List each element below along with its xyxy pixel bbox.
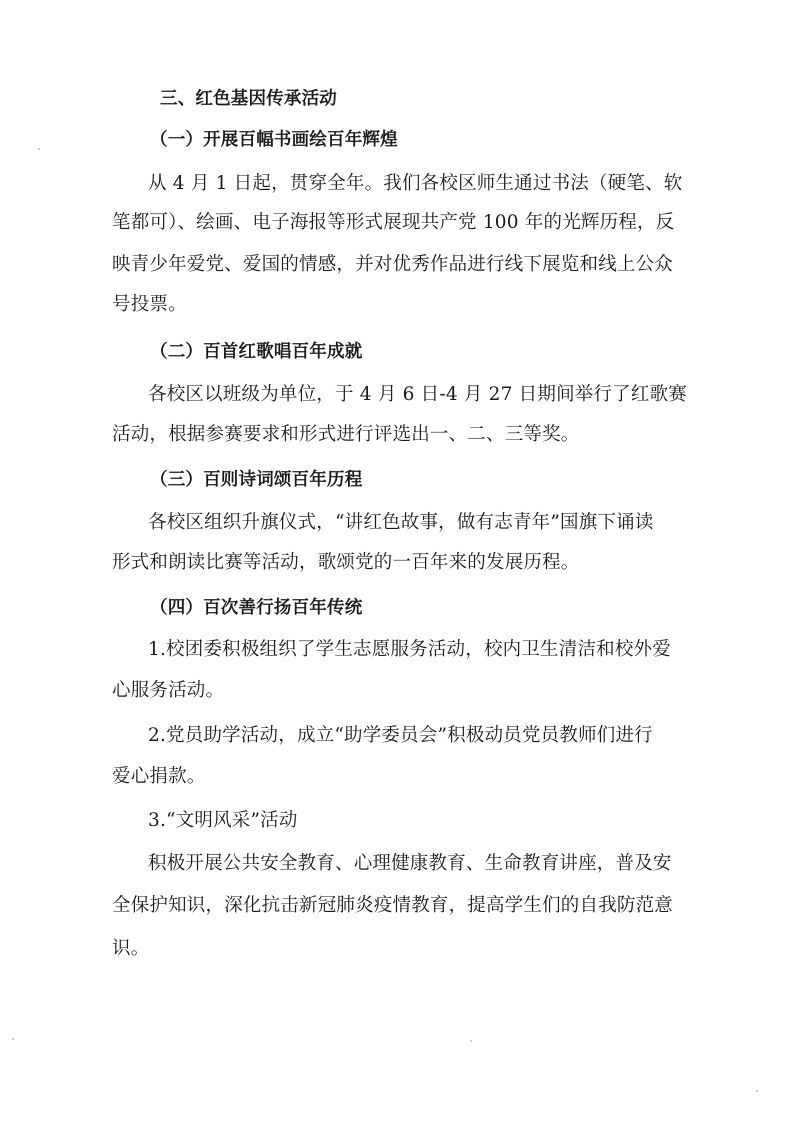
list-item-line: 爱心捐款。 [112, 766, 206, 787]
list-item-line: 2.党员助学活动，成立“助学委员会”积极动员党员教师们进行 [148, 725, 653, 746]
section-heading: 三、红色基因传承活动 [160, 89, 337, 109]
scan-speck [38, 148, 40, 150]
paragraph-line: 各校区组织升旗仪式，“讲红色故事，做有志青年”国旗下诵读 [148, 512, 654, 533]
paragraph-line: 形式和朗读比赛等活动，歌颂党的一百年来的发展历程。 [112, 552, 580, 573]
list-item-title: 3.“文明风采”活动 [148, 810, 298, 831]
paragraph-line: 全保护知识，深化抗击新冠肺炎疫情教育，提高学生们的自我防范意 [112, 895, 674, 916]
scan-speck [12, 1038, 14, 1040]
list-item-line: 心服务活动。 [112, 680, 225, 701]
paragraph-line: 积极开展公共安全教育、心理健康教育、生命教育讲座，普及安 [148, 853, 672, 874]
subheading-3: （三）百则诗词颂百年历程 [150, 470, 363, 490]
paragraph-line: 各校区以班级为单位，于 4 月 6 日-4 月 27 日期间举行了红歌赛 [148, 384, 687, 405]
paragraph-line: 映青少年爱党、爱国的情感，并对优秀作品进行线下展览和线上公众 [112, 254, 674, 275]
paragraph-line: 从 4 月 1 日起，贯穿全年。我们各校区师生通过书法（硬笔、软 [148, 173, 683, 194]
subheading-1: （一）开展百幅书画绘百年辉煌 [150, 130, 398, 150]
subheading-4: （四）百次善行扬百年传统 [150, 598, 363, 618]
paragraph-line: 识。 [112, 938, 150, 959]
paragraph-line: 笔都可）、绘画、电子海报等形式展现共产党 100 年的光辉历程，反 [112, 212, 675, 233]
scan-speck [756, 1090, 758, 1092]
paragraph-line: 号投票。 [112, 294, 187, 315]
subheading-2: （二）百首红歌唱百年成就 [150, 342, 363, 362]
paragraph-line: 活动，根据参赛要求和形式进行评选出一、二、三等奖。 [112, 424, 580, 445]
scan-speck [470, 1040, 472, 1042]
list-item-line: 1.校团委积极组织了学生志愿服务活动，校内卫生清洁和校外爱 [148, 639, 671, 660]
